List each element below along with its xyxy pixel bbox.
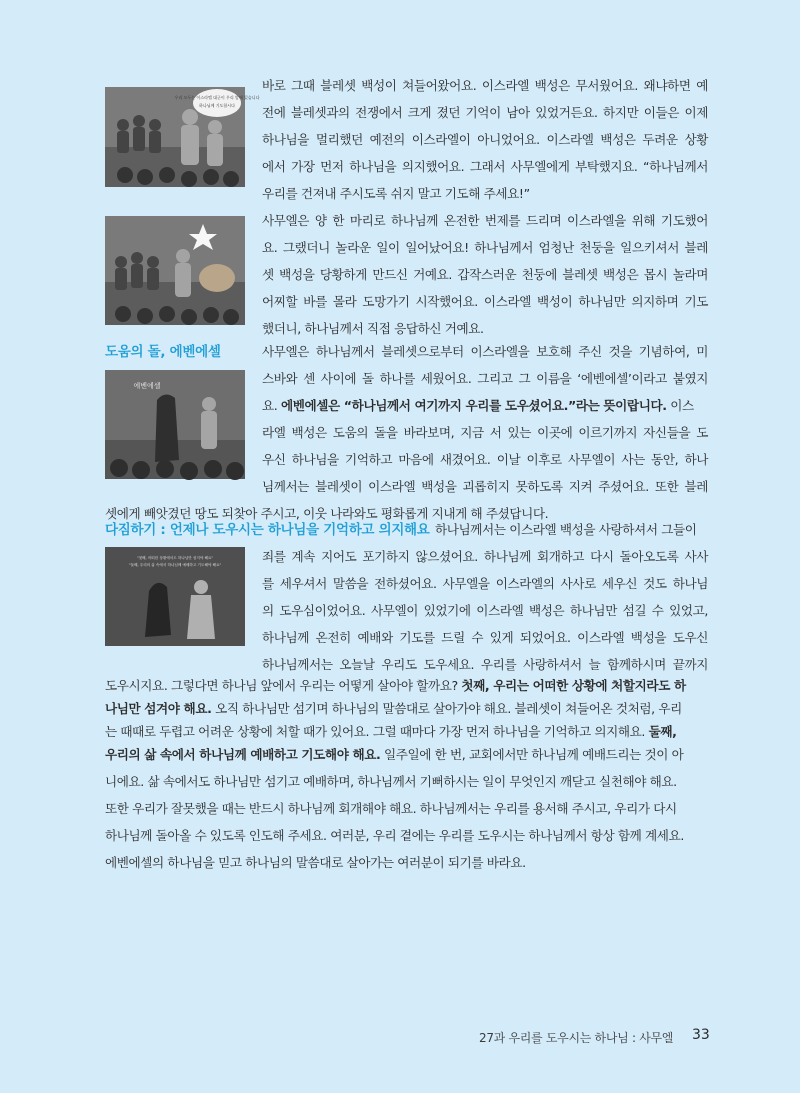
- para4-line7-a: 도우시지요. 그렇다면 하나님 앞에서 우리는 어떻게 살아야 할까요?: [105, 678, 462, 693]
- para2-line2: 요. 그랬더니 놀라운 일이 일어났어요! 하나님께서 엄청난 천둥을 일으키셔서 블레: [262, 240, 708, 255]
- para4-line6: 하나님께서는 오늘날 우리도 도우세요. 우리를 사랑하셔서 늘 함께하시며 끝까지: [262, 657, 708, 672]
- para1-line3: 하나님을 멀리했던 예전의 이스라엘이 아니었어요. 이스라엘 백성은 두려운 상황: [262, 132, 708, 147]
- ebenezer-caption: 에벤에셀: [133, 382, 161, 390]
- para3-line4: 라엘 백성은 도움의 돌을 바라보며, 지금 서 있는 이곳에 이르기까지 자신들을 도: [262, 425, 708, 440]
- illustration-thunder-scatter: [105, 216, 245, 325]
- speech-bubble-text-1: 우리 모두는 이스라엘 대군이 우리 앞에 있습니다: [174, 95, 260, 100]
- para3-line5: 우신 하나님을 기억하고 마음에 새겼어요. 이날 이후로 사무엘이 사는 동안, 하나: [262, 452, 708, 467]
- image-caption-line-1: "첫째, 어떠한 상황에서도 하나님만 섬겨야 해요": [136, 556, 214, 560]
- para4-line1: 하나님께서는 이스라엘 백성을 사랑하셔서 그들이: [435, 522, 697, 537]
- para4-line8-b: 오직 하나님만 섬기며 하나님의 말씀대로 살아가야 해요. 블레셋이 쳐들어온 것처럼, 우리: [211, 701, 682, 716]
- para3-line3-c: 이스: [666, 398, 694, 413]
- page-number: 33: [692, 1027, 710, 1043]
- para4-line8: [105, 700, 708, 718]
- para2-line3: 셋 백성을 당황하게 만드신 거예요. 갑작스러운 천둥에 블레셋 백성은 몹시 놀라며: [262, 267, 708, 282]
- para3-line6: 님께서는 블레셋이 이스라엘 백성을 괴롭히지 못하도록 지켜 주셨어요. 또한 블레: [262, 479, 708, 494]
- para3-line3-bold: 에벤에셀은 “하나님께서 여기까지 우리를 도우셨어요.”라는 뜻이랍니다.: [280, 398, 667, 413]
- para4-line3: 를 세우셔서 말씀을 전하셨어요. 사무엘을 이스라엘의 사사로 세우신 것도 하나님: [262, 576, 708, 591]
- running-footer: 27과 우리를 도우시는 하나님 : 사무엘: [479, 1031, 674, 1045]
- speech-bubble-text-2: 하나님께 기도합시다: [198, 103, 236, 108]
- para4-line9-bold: 둘째,: [648, 724, 677, 739]
- para3-line1: 사무엘은 하나님께서 블레셋으로부터 이스라엘을 보호해 주신 것을 기념하여, 미: [262, 344, 708, 359]
- illustration-samuel-stone-dark: [105, 547, 245, 646]
- para4-line5: 하나님께 온전히 예배와 기도를 드릴 수 있게 되었어요. 이스라엘 백성을 도우신: [262, 630, 708, 645]
- para4-line8-bold: 나님만 섬겨야 해요.: [105, 701, 212, 716]
- para4-line10-bold: 우리의 삶 속에서 하나님께 예배하고 기도해야 해요.: [105, 747, 381, 762]
- illustration-svg: [105, 87, 260, 187]
- illustration-svg: [105, 547, 245, 646]
- para4-line7-bold: 첫째, 우리는 어떠한 상황에 처할지라도 하: [461, 678, 686, 693]
- para1-line4: 에서 가장 먼저 하나님을 의지했어요. 그래서 사무엘에게 부탁했지요. “하나님께서: [262, 159, 708, 174]
- para4-line10: [105, 746, 708, 764]
- para1-line2: 전에 블레셋과의 전쟁에서 크게 졌던 기억이 남아 있었거든요. 하지만 이들은 이제: [262, 105, 708, 120]
- para4-line12: 또한 우리가 잘못했을 때는 반드시 하나님께 회개해야 해요. 하나님께서는 우리를 용서해 주시고, 우리가 다시: [105, 801, 677, 816]
- para4-line13: 하나님께 돌아올 수 있도록 인도해 주세요. 여러분, 우리 곁에는 우리를 도우시는 하나님께서 항상 함께 계세요.: [105, 828, 684, 843]
- para4-line9-a: 는 때때로 두렵고 어려운 상황에 처할 때가 있어요. 그럴 때마다 가장 먼저 하나님을 기억하고 의지해요.: [105, 724, 649, 739]
- illustration-ebenezer-stone: [105, 370, 245, 479]
- para3-line3: [262, 397, 708, 415]
- para3-line7: 셋에게 빼앗겼던 땅도 되찾아 주시고, 이웃 나라와도 평화롭게 지내게 해 주셨답니다.: [105, 506, 549, 521]
- image-caption-line-2: "둘째, 우리의 삶 속에서 하나님께 예배하고 기도해야 해요": [128, 563, 222, 567]
- para2-line4: 어찌할 바를 몰라 도망가기 시작했어요. 이스라엘 백성이 하나님만 의지하며 기도: [262, 294, 708, 309]
- para2-line5: 했더니, 하나님께서 직접 응답하신 거예요.: [262, 321, 484, 336]
- para3-line2: 스바와 센 사이에 돌 하나를 세웠어요. 그리고 그 이름을 ‘에벤에셀’이라고 붙였지: [262, 371, 708, 386]
- section-heading-resolution: 다짐하기 : 언제나 도우시는 하나님을 기억하고 의지해요: [105, 522, 430, 538]
- para4-line14: 에벤에셀의 하나님을 믿고 하나님의 말씀대로 살아가는 여러분이 되기를 바라요.: [105, 855, 526, 870]
- para4-line10-b: 일주일에 한 번, 교회에서만 하나님께 예배드리는 것이 아: [380, 747, 684, 762]
- para4-line7: [105, 677, 708, 695]
- para4-line4: 의 도우심이었어요. 사무엘이 있었기에 이스라엘 백성은 하나님만 섬길 수 있었고,: [262, 603, 708, 618]
- illustration-samuel-philistines: [105, 87, 260, 187]
- para4-line2: 죄를 계속 지어도 포기하지 않으셨어요. 하나님께 회개하고 다시 돌아오도록 사사: [262, 549, 708, 564]
- para3-line3-a: 요.: [262, 398, 281, 413]
- para1-line5: 우리를 건져내 주시도록 쉬지 말고 기도해 주세요!”: [262, 186, 530, 201]
- para1-line1: 바로 그때 블레셋 백성이 쳐들어왔어요. 이스라엘 백성은 무서웠어요. 왜냐하면 예: [262, 78, 708, 93]
- para4-line11: 니에요. 삶 속에서도 하나님만 섬기고 예배하며, 하나님께서 기뻐하시는 일이 무엇인지 깨닫고 실천해야 해요.: [105, 774, 677, 789]
- para2-line1: 사무엘은 양 한 마리로 하나님께 온전한 번제를 드리며 이스라엘을 위해 기도했어: [262, 213, 708, 228]
- section-heading-ebenezer: 도움의 돌, 에벤에셀: [105, 344, 221, 360]
- illustration-svg: [105, 216, 245, 325]
- illustration-svg: [105, 370, 245, 479]
- para4-line9: [105, 723, 708, 741]
